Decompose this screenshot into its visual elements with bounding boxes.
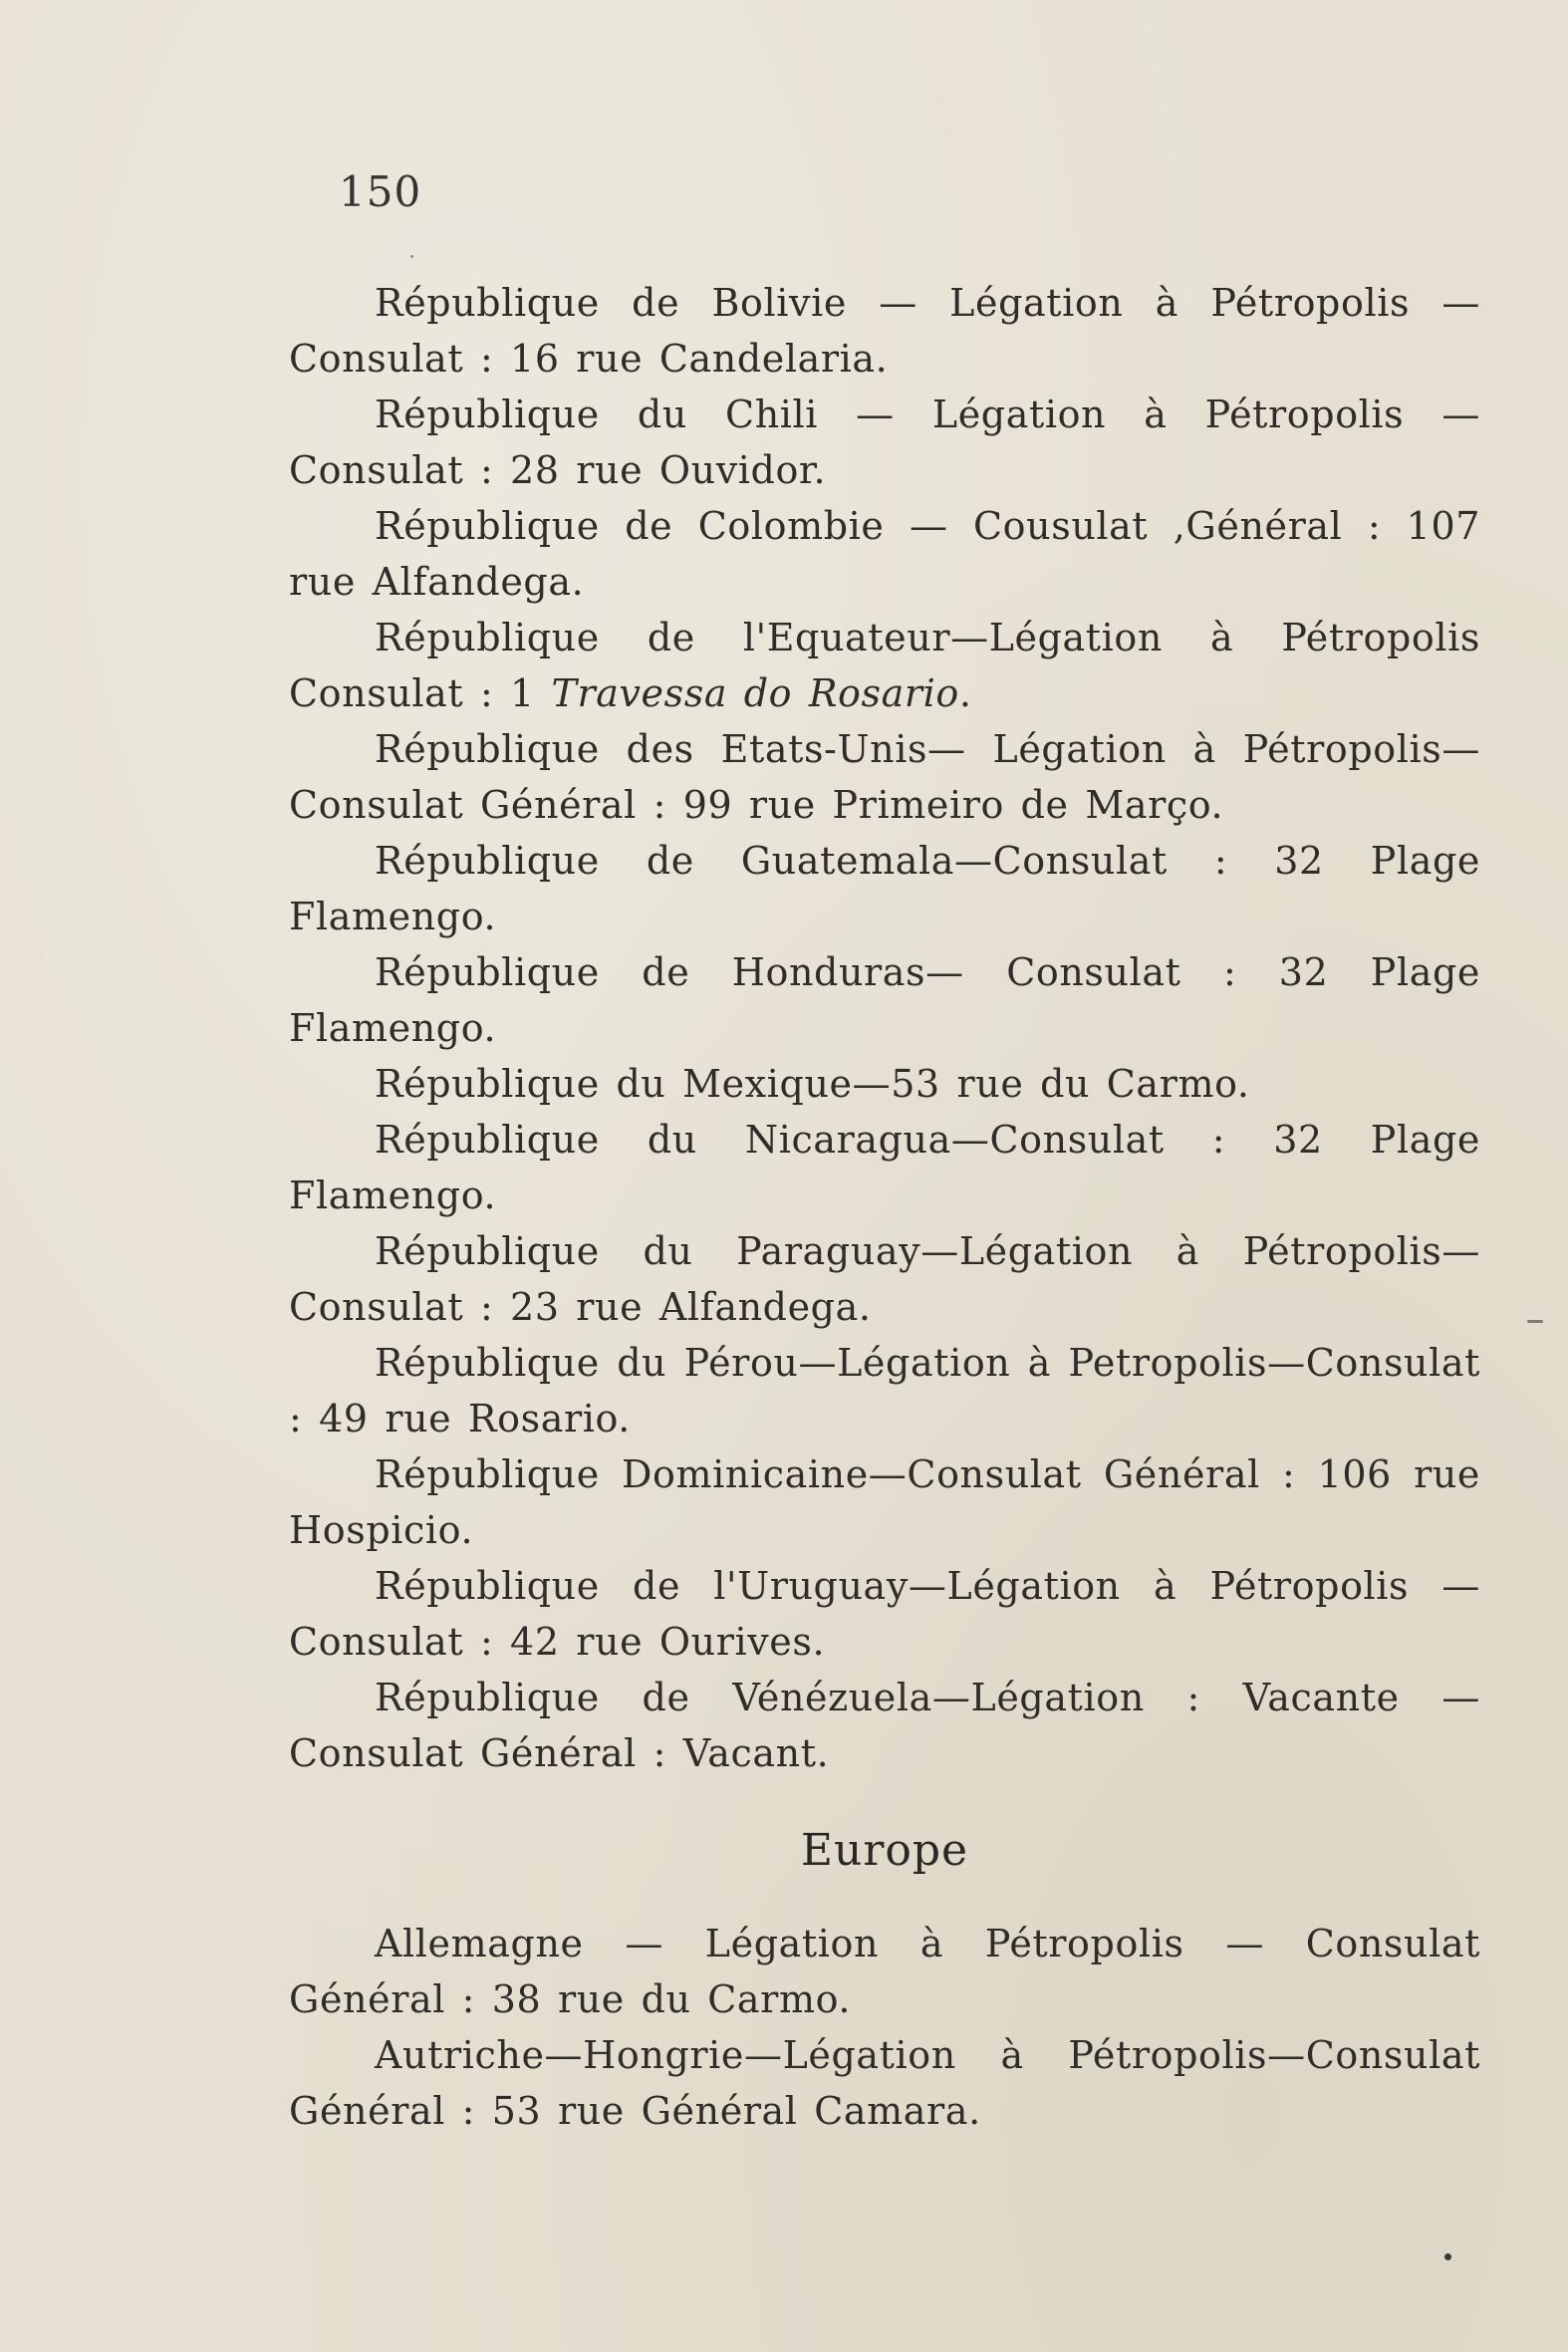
entry-text-end: . bbox=[958, 671, 972, 715]
entry-text: République de l'Uruguay—Légation à Pétropolis —Consulat : 42 rue Ourives. bbox=[289, 1564, 1480, 1664]
legation-entry bbox=[289, 721, 1480, 833]
entry-text: Autriche—Hongrie—Légation à Pétropolis—Consulat Général : 53 rue Général Camara. bbox=[289, 2033, 1480, 2133]
entries-after-list bbox=[289, 1916, 1480, 2139]
entry-text: République de Bolivie — Légation à Pétropolis —Consulat : 16 rue Candelaria. bbox=[289, 281, 1480, 381]
legation-entry bbox=[289, 833, 1480, 944]
entry-text: République de Colombie — Cousulat ,Général : 107 rue Alfandega. bbox=[289, 504, 1480, 604]
section-heading: Europe bbox=[800, 1825, 969, 1876]
legation-entry bbox=[289, 1223, 1480, 1335]
entry-text: Allemagne — Légation à Pétropolis — Consulat Général : 38 rue du Carmo. bbox=[289, 1922, 1480, 2021]
ink-speck bbox=[410, 255, 413, 258]
legation-entry bbox=[289, 2027, 1480, 2139]
legation-entry bbox=[289, 944, 1480, 1056]
legation-entry bbox=[289, 1670, 1480, 1781]
entries-before-list bbox=[289, 275, 1480, 1781]
entry-text: République du Nicaragua—Consulat : 32 Plage Flamengo. bbox=[289, 1118, 1480, 1217]
body-text bbox=[289, 275, 1480, 2139]
legation-entry bbox=[289, 1112, 1480, 1223]
entry-text: République de Vénézuela—Légation : Vacante —Consulat Général : Vacant. bbox=[289, 1676, 1480, 1775]
legation-entry bbox=[289, 498, 1480, 610]
legation-entry bbox=[289, 275, 1480, 387]
legation-entry bbox=[289, 387, 1480, 498]
legation-entry bbox=[289, 1916, 1480, 2027]
entry-text: République du Paraguay—Légation à Pétropolis—Consulat : 23 rue Alfandega. bbox=[289, 1229, 1480, 1329]
entry-text: République du Chili — Légation à Pétropolis — Consulat : 28 rue Ouvidor. bbox=[289, 392, 1480, 492]
legation-entry bbox=[289, 1056, 1480, 1112]
entry-text: République des Etats-Unis— Légation à Pétropolis—Consulat Général : 99 rue Primeiro de Março. bbox=[289, 727, 1480, 827]
entry-text: République de Guatemala—Consulat : 32 Plage Flamengo. bbox=[289, 839, 1480, 938]
ink-speck bbox=[1444, 2253, 1451, 2260]
entry-text: République Dominicaine—Consulat Général : 106 rue Hospicio. bbox=[289, 1452, 1480, 1552]
entry-text: République de l'Equateur—Légation à Pétropolis Consulat : 1 bbox=[289, 616, 1480, 715]
entry-text: République du Pérou—Légation à Petropolis—Consulat : 49 rue Rosario. bbox=[289, 1341, 1480, 1440]
legation-entry bbox=[289, 610, 1480, 721]
entry-text: République de Honduras— Consulat : 32 Plage Flamengo. bbox=[289, 950, 1480, 1050]
legation-entry bbox=[289, 1446, 1480, 1558]
entry-italic-address: Travessa do Rosario bbox=[551, 671, 959, 715]
ink-speck bbox=[1527, 1320, 1543, 1323]
page-number: 150 bbox=[339, 167, 422, 216]
legation-entry bbox=[289, 1558, 1480, 1670]
legation-entry bbox=[289, 1335, 1480, 1446]
entry-text: République du Mexique—53 rue du Carmo. bbox=[375, 1062, 1250, 1106]
